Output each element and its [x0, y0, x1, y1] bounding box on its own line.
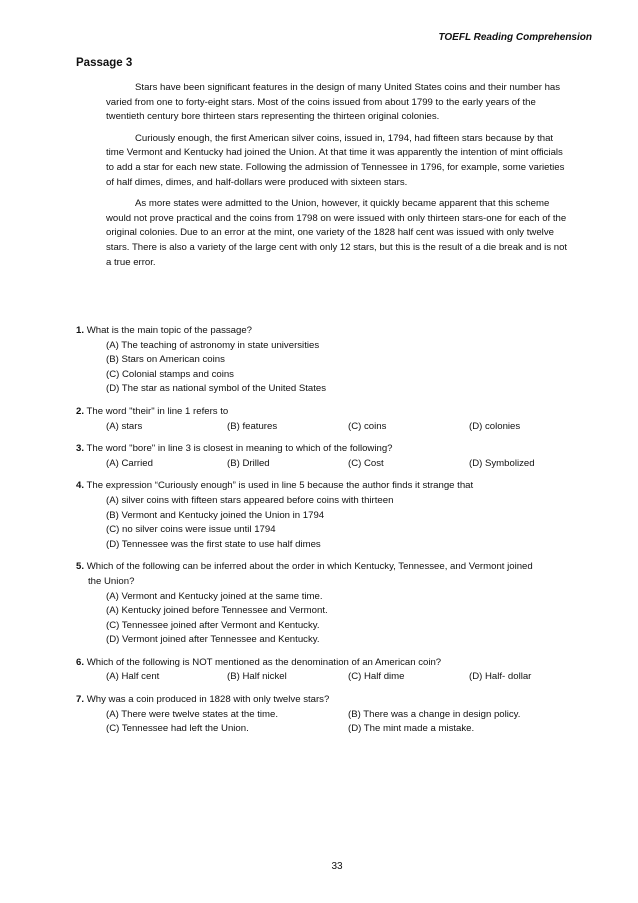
- answer-option[interactable]: (D) Vermont joined after Tennessee and Kentucky.: [106, 634, 320, 646]
- answer-option[interactable]: (A) silver coins with fifteen stars appeared before coins with thirteen: [106, 494, 394, 506]
- question-stem: Which of the following can be inferred about the order in which Kentucky, Tennessee, and Vermont joined: [86, 561, 533, 573]
- answer-option[interactable]: (D) Tennessee was the first state to use half dimes: [106, 538, 321, 550]
- question-list: [76, 324, 596, 745]
- question-number: 4.: [76, 480, 85, 492]
- answer-option[interactable]: (D) The star as national symbol of the United States: [106, 383, 327, 395]
- question-stem: The expression “Curiously enough” is used in line 5 because the author finds it strange that: [86, 480, 474, 492]
- question-number: 3.: [76, 443, 85, 455]
- answer-option[interactable]: (B) Stars on American coins: [106, 354, 225, 366]
- question-number: 2.: [76, 405, 85, 417]
- answer-option[interactable]: (A) Carried: [106, 457, 153, 469]
- answer-option[interactable]: (C) Cost: [348, 457, 384, 469]
- question-number: 5.: [76, 561, 85, 573]
- passage-title: Passage 3: [76, 57, 133, 69]
- answer-option[interactable]: (A) Vermont and Kentucky joined at the same time.: [106, 590, 323, 602]
- answer-option[interactable]: (A) The teaching of astronomy in state universities: [106, 339, 320, 351]
- answer-option[interactable]: (B) features: [227, 420, 278, 432]
- answer-option[interactable]: (C) no silver coins were issue until 1794: [106, 524, 276, 536]
- answer-option[interactable]: (C) Colonial stamps and coins: [106, 368, 234, 380]
- question-1: [76, 324, 596, 397]
- question-stem: Which of the following is NOT mentioned as the denomination of an American coin?: [86, 656, 442, 668]
- question-6: [76, 656, 596, 685]
- answer-option[interactable]: (A) Half cent: [106, 671, 160, 683]
- question-number: 6.: [76, 656, 85, 668]
- question-stem: The word "their" in line 1 refers to: [86, 405, 229, 417]
- answer-option[interactable]: (C) Tennessee joined after Vermont and Kentucky.: [106, 619, 320, 631]
- answer-option[interactable]: (A) There were twelve states at the time.: [106, 708, 279, 720]
- question-2: [76, 405, 596, 434]
- question-number: 1.: [76, 325, 85, 336]
- question-stem: Why was a coin produced in 1828 with only twelve stars?: [86, 694, 330, 706]
- passage-body: [106, 81, 568, 277]
- answer-option[interactable]: (C) Tennessee had left the Union.: [106, 723, 249, 735]
- answer-option[interactable]: (B) Drilled: [227, 457, 270, 469]
- question-7: [76, 693, 596, 737]
- passage-paragraph: As more states were admitted to the Union, however, it quickly became apparent that this scheme would not prove practical and the coins from 1798 on were issued with only thirteen stars-one for each of the original colonies. Due to an error at the mint, one variety of the 1828 half cent was issued with only twelve stars. There is also a variety of the large cent with only 12 stars, but this is the result of a die break and is not a true error.: [106, 198, 568, 268]
- answer-option[interactable]: (B) Vermont and Kentucky joined the Union in 1794: [106, 509, 325, 521]
- question-number: 7.: [76, 694, 85, 706]
- question-4: [76, 479, 596, 552]
- page-number: 33: [331, 861, 343, 872]
- answer-option[interactable]: (B) Half nickel: [227, 671, 287, 683]
- running-header: TOEFL Reading Comprehension: [438, 32, 592, 43]
- passage-paragraph: Curiously enough, the first American silver coins, issued in, 1794, had fifteen stars because by that time Vermont and Kentucky had joined the Union. At that time it was apparently the intention of mint officials to add a star for each new state. Following the admission of Tennessee in 1796, for example, some varieties of half dimes, dimes, and half-dollars were produced with sixteen stars.: [106, 132, 565, 188]
- answer-option[interactable]: (C) Half dime: [348, 671, 405, 683]
- question-stem: What is the main topic of the passage?: [86, 325, 253, 336]
- question-3: [76, 442, 596, 471]
- answer-option[interactable]: (C) coins: [348, 420, 387, 432]
- answer-option[interactable]: (D) colonies: [469, 420, 521, 432]
- question-stem: The word "bore" in line 3 is closest in meaning to which of the following?: [86, 443, 393, 455]
- answer-option[interactable]: (B) There was a change in design policy.: [348, 708, 521, 720]
- answer-option[interactable]: (D) Symbolized: [469, 457, 535, 469]
- question-stem-continued: the Union?: [88, 575, 135, 587]
- answer-option[interactable]: (A) stars: [106, 420, 143, 432]
- question-5: [76, 560, 596, 648]
- passage-paragraph: Stars have been significant features in the design of many United States coins and their number has varied from one to forty-eight stars. Most of the coins issued from about 1799 to the early years of the twentieth century bore thirteen stars representing the thirteen original colonies.: [106, 82, 561, 123]
- answer-option[interactable]: (A) Kentucky joined before Tennessee and Vermont.: [106, 605, 328, 617]
- answer-option[interactable]: (D) The mint made a mistake.: [348, 723, 475, 735]
- answer-option[interactable]: (D) Half- dollar: [469, 671, 532, 683]
